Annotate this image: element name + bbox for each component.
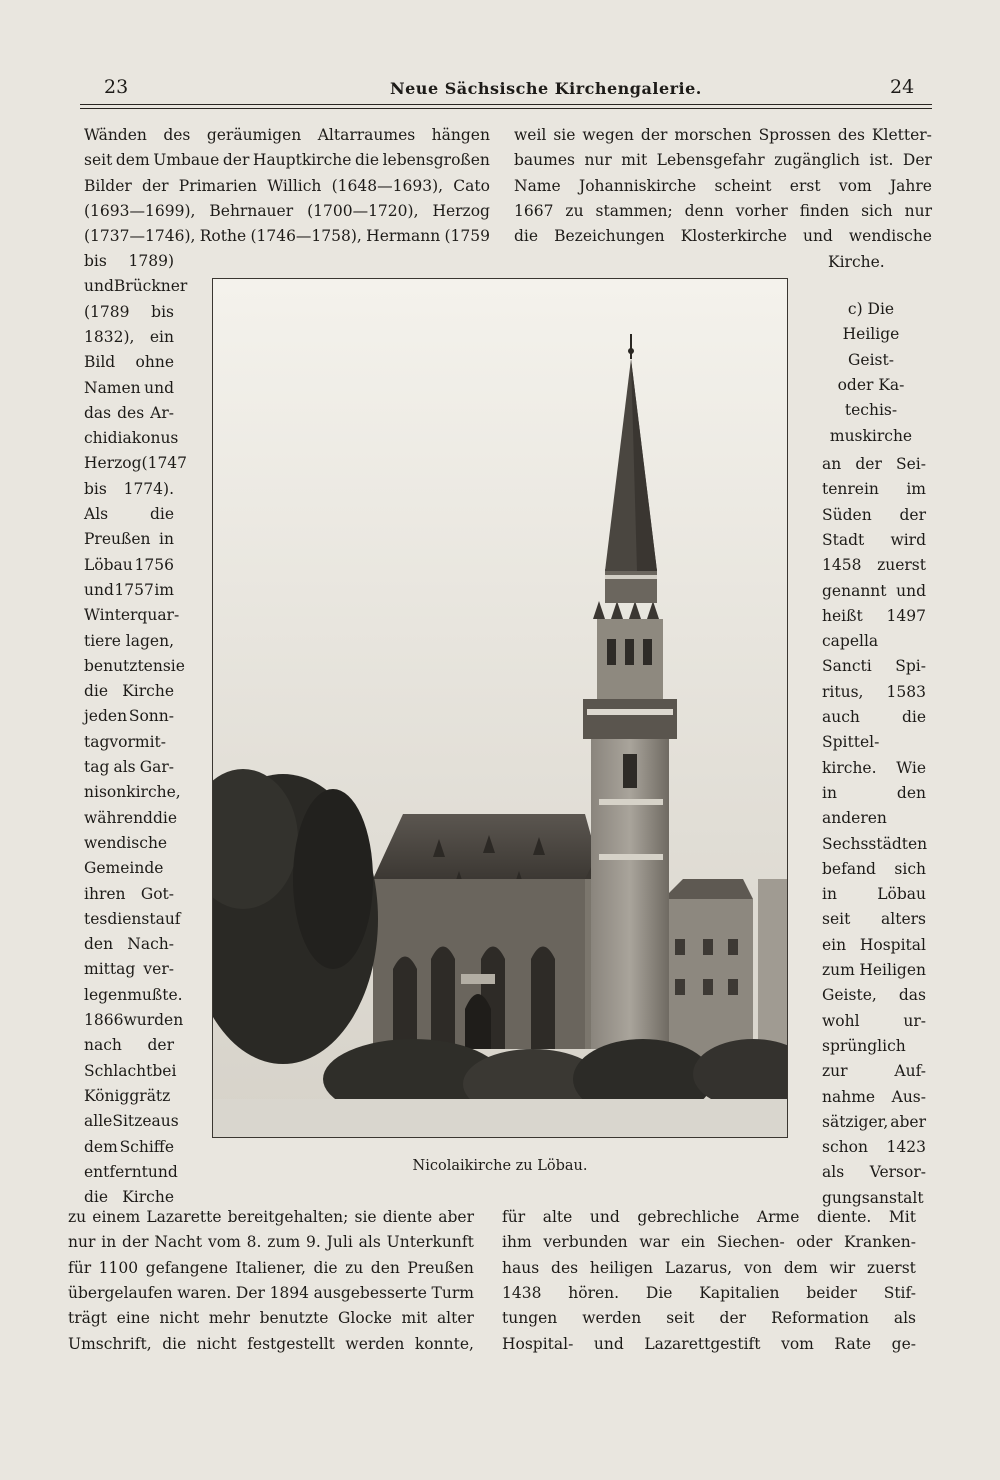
text-line: legen mußte. [84,985,183,1004]
text-line: Wänden des geräumigen Altarraumes hängen [84,126,490,144]
text-line: Geist- [848,350,894,369]
text-line: trägt eine nicht mehr benutzte Glocke mit alter [68,1309,474,1328]
text-line: Gemeinde [84,859,164,878]
text-line: 1438 hören. Die Kapitalien beider Stif- [502,1283,916,1302]
text-line: sprünglich [822,1036,906,1055]
text-line: als Versor- [822,1163,926,1182]
text-line: Stadt wird [822,530,926,549]
text-line: nach der [84,1036,174,1055]
text-line: in Löbau [822,885,926,904]
text-line: befand sich [822,859,926,878]
text-line: für alte und gebrechliche Arme diente. Mit [502,1208,916,1226]
text-line: dem Schiffe [84,1137,174,1156]
text-line: nisonkirche, [84,783,181,802]
running-title: Neue Sächsische Kirchengalerie. [390,79,702,98]
text-line: den Nach- [84,935,174,954]
text-line: (1737—1746), Rothe (1746—1758), Hermann (1759 [84,227,490,246]
text-line: tenrein im [822,480,926,499]
text-line: entfernt und [84,1162,178,1181]
text-line: jeden Sonn- [84,707,174,726]
church-photograph [212,278,788,1138]
text-line: benutzten sie [84,656,185,675]
text-line: (1789 bis [84,302,174,321]
text-line: seit dem Umbaue der Hauptkirche die lebensgroßen [84,151,490,170]
text-line: ritus, 1583 [822,682,926,701]
text-line: Als die [84,505,174,523]
text-line: Heilige [842,325,900,344]
text-line: baumes nur mit Lebensgefahr zugänglich ist. Der [514,151,932,170]
text-line: nahme Aus- [822,1087,926,1106]
figure-caption: Nicolaikirche zu Löbau. [412,1158,588,1174]
text-line: schon 1423 [822,1138,926,1157]
text-line: mittag ver- [84,960,174,979]
text-line: tesdienst auf [84,909,181,928]
text-line: zum Heiligen [822,961,926,979]
text-line: ihren Got- [84,884,174,903]
text-line: die Kirche [84,682,174,701]
text-line: Löbau 1756 [84,555,174,574]
text-line: tiere lagen, [84,631,174,650]
text-line: Preußen in [84,530,174,549]
text-line: Herzog (1747 [84,454,188,473]
text-line: ein Hospital [822,935,926,954]
text-line: genannt und [822,581,926,600]
text-line: capella [822,632,879,651]
text-line: heißt 1497 [822,606,926,625]
text-line: seit alters [822,910,926,929]
header-rule [80,104,932,105]
text-line: kirche. Wie [822,758,926,777]
text-line: auch die [822,708,926,726]
text-line: nur in der Nacht vom 8. zum 9. Juli als Unterkunft [68,1233,474,1252]
text-line: Süden der [822,505,926,524]
text-line: Bild ohne [84,353,174,372]
text-line: die Kirche [84,1188,174,1207]
text-line: Königgrätz [84,1086,171,1105]
header-rule-double [80,108,932,109]
text-line: die Bezeichungen Klosterkirche und wendische [514,227,932,246]
text-line: c) Die [847,300,895,318]
text-line: (1693—1699), Behrnauer (1700—1720), Herzog [84,201,490,220]
page-number-right: 24 [890,76,915,98]
text-line: zur Auf- [822,1062,926,1081]
text-line: Sechsstädten [822,834,928,853]
text-line: haus des heiligen Lazarus, von dem wir zuerst [502,1258,916,1277]
text-line: 1866 wurden [84,1011,184,1029]
text-line: wohl ur- [822,1011,926,1030]
text-line: tagvormit- [84,732,167,751]
text-line: in den [822,783,926,802]
text-line: weil sie wegen der morschen Sprossen des Kletter- [514,126,932,144]
text-line: gungsanstalt [822,1188,924,1207]
text-line: anderen [822,809,887,828]
text-line: Spittel- [822,733,880,752]
text-line: während die [84,808,178,827]
text-line: muskirche [829,426,913,445]
text-line: oder Ka- [837,375,905,394]
church-illustration [213,279,787,1137]
text-line: Bilder der Primarien Willich (1648—1693), Cato [84,176,490,195]
text-line: Namen und [84,378,174,397]
text-line: und Brückner [84,277,188,296]
text-line: wendische [84,833,168,852]
text-line: Hospital- und Lazarettgestift vom Rate ge- [502,1334,916,1353]
text-line: zu einem Lazarette bereitgehalten; sie diente aber [68,1208,474,1226]
text-line: techis- [844,401,898,420]
text-line: bis 1789) [84,252,174,270]
text-line: chidiakonus [84,429,179,448]
text-line: Sancti Spi- [822,657,926,676]
text-line: bis 1774). [84,479,174,498]
text-line: Name Johanniskirche scheint erst vom Jahre [514,176,932,195]
text-line: ihm verbunden war ein Siechen- oder Kranken- [502,1233,916,1252]
text-line: Schlacht bei [84,1061,177,1080]
text-line: tag als Gar- [84,758,174,776]
text-line: Geiste, das [822,986,926,1005]
text-line: für 1100 gefangene Italiener, die zu den Preußen [68,1258,474,1277]
text-line: alle Sitze aus [84,1112,179,1131]
page-number-left: 23 [104,76,129,98]
text-line: Kirche. [828,252,885,271]
text-line: Umschrift, die nicht festgestellt werden konnte, [68,1334,474,1353]
text-line: tungen werden seit der Reformation als [502,1309,916,1328]
text-line: 1667 zu stammen; denn vorher finden sich nur [514,201,932,220]
text-line: an der Sei- [822,455,926,473]
text-line: 1832), ein [84,327,174,346]
text-line: übergelaufen waren. Der 1894 ausgebesserte Turm [68,1283,474,1302]
text-line: sätziger, aber [822,1112,926,1131]
text-line: und 1757 im [84,580,174,599]
text-line: 1458 zuerst [822,556,926,575]
text-line: Winterquar- [84,606,180,625]
text-line: das des Ar- [84,403,174,422]
